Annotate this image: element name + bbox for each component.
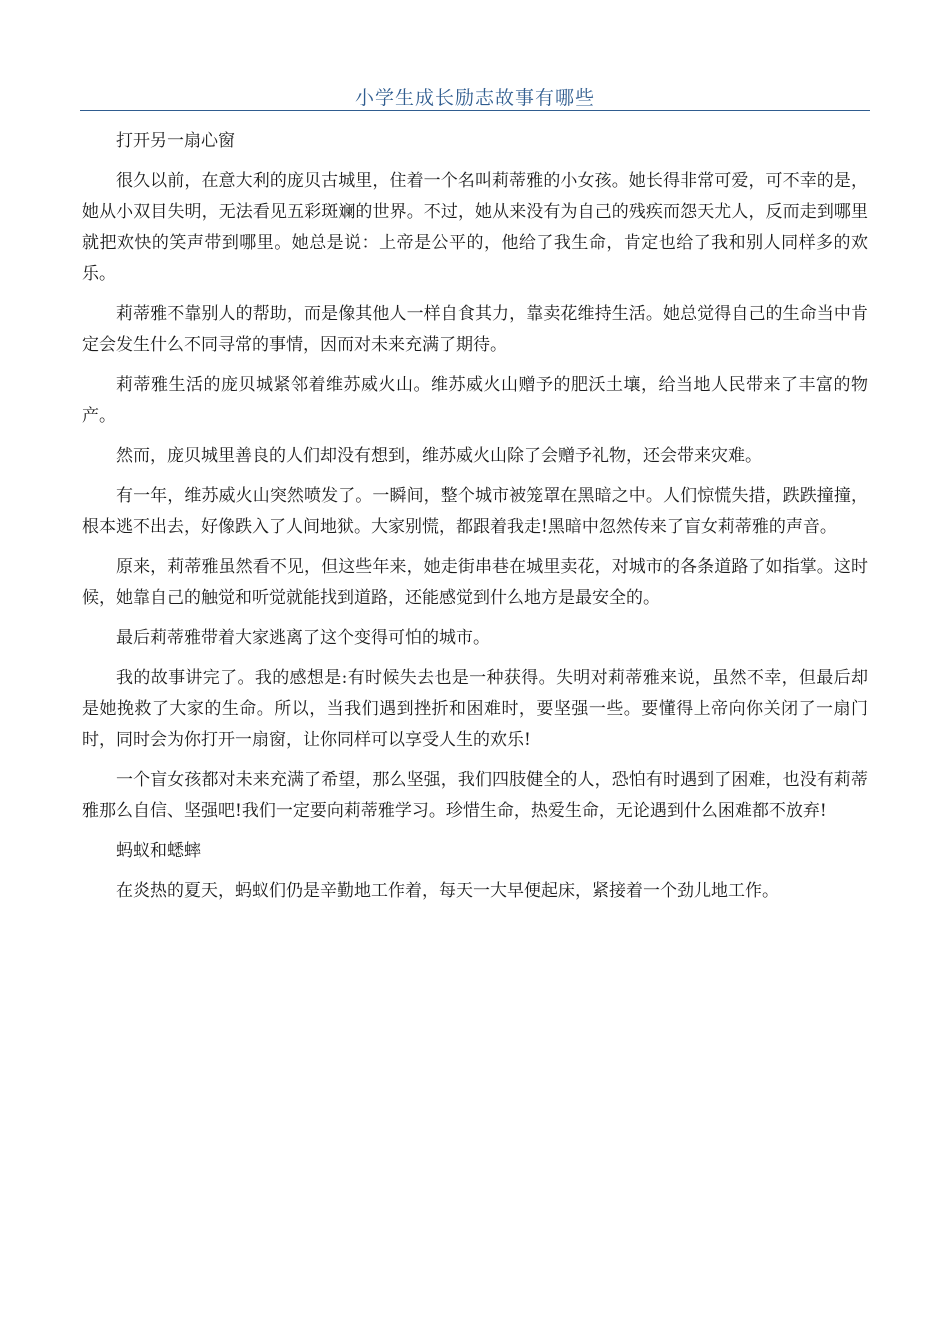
- paragraph: 我的故事讲完了。我的感想是:有时候失去也是一种获得。失明对莉蒂雅来说，虽然不幸，但最后却是她挽救了大家的生命。所以，当我们遇到挫折和困难时，要坚强一些。要懂得上帝向你关闭了一扇门时，同时会为你打开一扇窗，让你同样可以享受人生的欢乐!: [82, 668, 868, 750]
- document-title: 小学生成长励志故事有哪些: [354, 87, 595, 109]
- paragraph: 一个盲女孩都对未来充满了希望，那么坚强，我们四肢健全的人，恐怕有时遇到了困难，也没有莉蒂雅那么自信、坚强吧!我们一定要向莉蒂雅学习。珍惜生命，热爱生命，无论遇到什么困难都不放弃!: [82, 770, 868, 821]
- section-heading: 打开另一扇心窗: [116, 131, 235, 151]
- paragraph: 在炎热的夏天，蚂蚁们仍是辛勤地工作着，每天一大早便起床，紧接着一个劲儿地工作。: [116, 881, 779, 901]
- paragraph: 原来，莉蒂雅虽然看不见，但这些年来，她走街串巷在城里卖花，对城市的各条道路了如指掌。这时候，她靠自己的触觉和听觉就能找到道路，还能感觉到什么地方是最安全的。: [82, 557, 868, 608]
- paragraph: 有一年，维苏威火山突然喷发了。一瞬间，整个城市被笼罩在黑暗之中。人们惊慌失措，跌跌撞撞，根本逃不出去，好像跌入了人间地狱。大家别慌，都跟着我走!黑暗中忽然传来了盲女莉蒂雅的声音。: [82, 486, 868, 537]
- document-body: [82, 126, 868, 907]
- section-heading: 蚂蚁和蟋蟀: [116, 841, 201, 861]
- paragraph: 最后莉蒂雅带着大家逃离了这个变得可怕的城市。: [116, 628, 490, 648]
- page-header: [80, 80, 870, 111]
- paragraph: 很久以前，在意大利的庞贝古城里，住着一个名叫莉蒂雅的小女孩。她长得非常可爱，可不幸的是，她从小双目失明，无法看见五彩斑斓的世界。不过，她从来没有为自己的残疾而怨天尤人，反而走到哪里就把欢快的笑声带到哪里。她总是说：上帝是公平的，他给了我生命，肯定也给了我和别人同样多的欢乐。: [82, 171, 868, 284]
- paragraph: 然而，庞贝城里善良的人们却没有想到，维苏威火山除了会赠予礼物，还会带来灾难。: [116, 446, 762, 466]
- paragraph: 莉蒂雅不靠别人的帮助，而是像其他人一样自食其力，靠卖花维持生活。她总觉得自己的生命当中肯定会发生什么不同寻常的事情，因而对未来充满了期待。: [82, 304, 868, 355]
- paragraph: 莉蒂雅生活的庞贝城紧邻着维苏威火山。维苏威火山赠予的肥沃土壤，给当地人民带来了丰富的物产。: [82, 375, 868, 426]
